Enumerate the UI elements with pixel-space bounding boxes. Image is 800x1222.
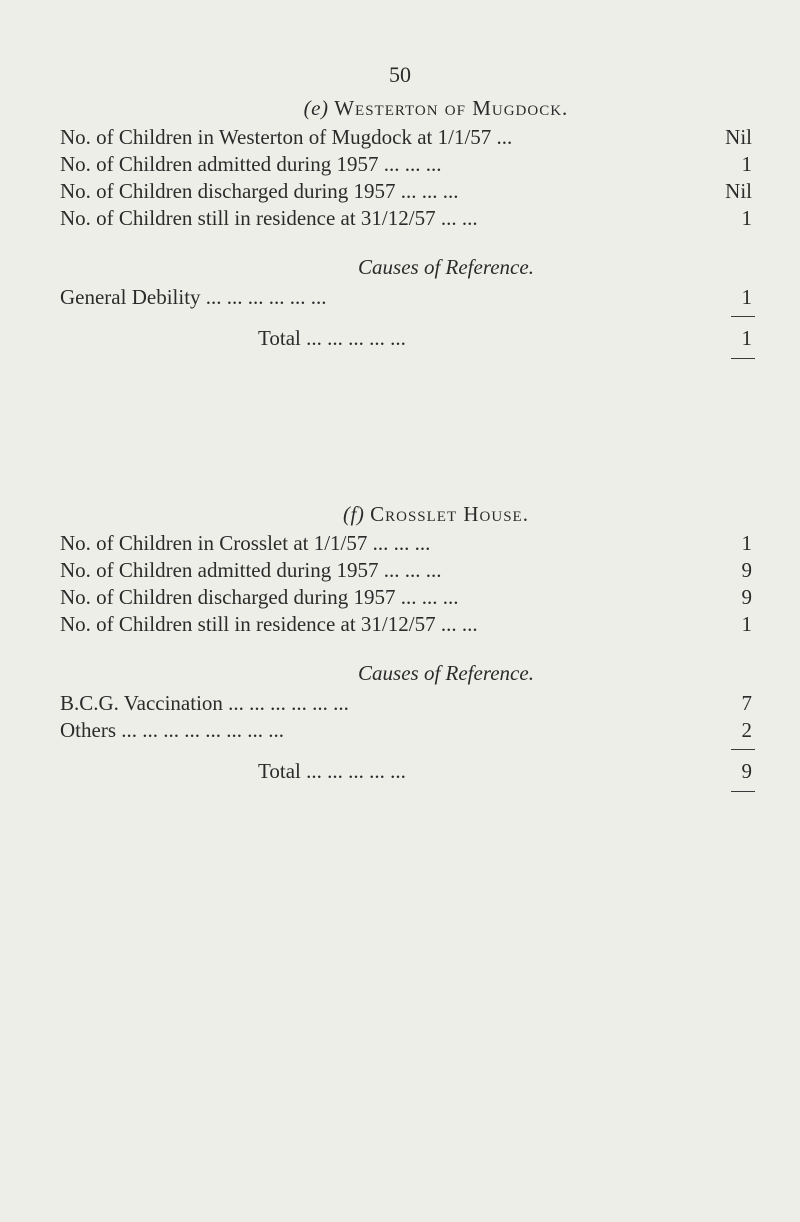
row-value: 1 [741,612,752,636]
row-value: Nil [725,179,752,203]
row-value: 1 [741,531,752,555]
total-row [60,756,752,786]
row-label: No. of Children still in residence at 31/12/57 ... ... [60,612,478,636]
table-row [60,178,752,205]
row-label: No. of Children still in residence at 31/12/57 ... ... [60,206,478,230]
section-westerton [60,92,752,365]
page-number: 50 [389,62,411,87]
row-value: 9 [741,558,752,582]
table-row [60,205,752,232]
row-label: No. of Children discharged during 1957 ... ... ... [60,585,459,609]
row-label: No. of Children admitted during 1957 ... ... ... [60,152,442,176]
section-letter: (e) [303,96,329,120]
total-label: Total ... ... ... ... ... [258,759,406,783]
table-row [60,584,752,611]
section-title [120,92,752,124]
row-label: No. of Children in Crosslet at 1/1/57 ... ... ... [60,531,431,555]
row-value: 9 [741,585,752,609]
causes-heading: Causes of Reference. [358,255,534,279]
total-value: 1 [741,326,752,350]
row-label: No. of Children admitted during 1957 ... ... ... [60,558,442,582]
section-title-text: Crosslet House. [370,502,529,526]
row-value: 1 [741,152,752,176]
section-letter: (f) [343,502,365,526]
table-row [60,557,752,584]
section-crosslet [60,498,752,798]
section-title [120,498,752,530]
total-row [60,323,752,353]
total-rule-bottom [60,786,752,798]
row-label: No. of Children in Westerton of Mugdock at 1/1/57 ... [60,125,513,149]
cause-row [60,717,752,744]
row-value: Nil [725,125,752,149]
table-row [60,151,752,178]
causes-heading: Causes of Reference. [358,661,534,685]
cause-row [60,284,752,311]
cause-label: Others ... ... ... ... ... ... ... ... [60,718,284,742]
cause-label: B.C.G. Vaccination ... ... ... ... ... ... [60,691,349,715]
cause-row [60,690,752,717]
table-row [60,530,752,557]
total-rule-top [60,744,752,756]
total-rule-top [60,311,752,323]
table-row [60,611,752,638]
cause-value: 2 [741,718,752,742]
table-row [60,124,752,151]
total-value: 9 [741,759,752,783]
total-label: Total ... ... ... ... ... [258,326,406,350]
cause-value: 7 [741,691,752,715]
cause-value: 1 [741,285,752,309]
total-rule-bottom [60,353,752,365]
cause-label: General Debility ... ... ... ... ... ... [60,285,327,309]
section-title-text: Westerton of Mugdock. [334,96,569,120]
row-label: No. of Children discharged during 1957 ... ... ... [60,179,459,203]
row-value: 1 [741,206,752,230]
